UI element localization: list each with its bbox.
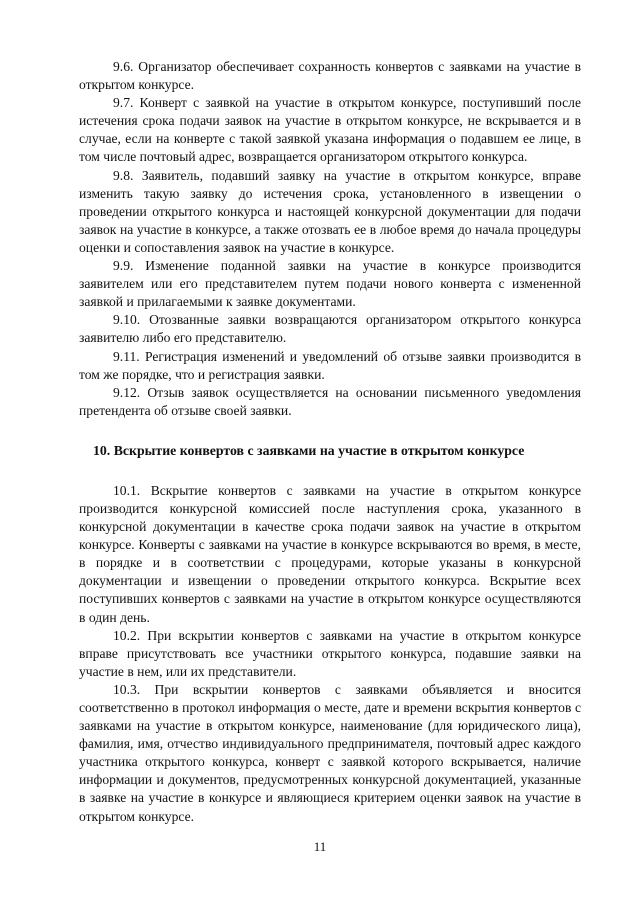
paragraph-9-8: 9.8. Заявитель, подавший заявку на участие в открытом конкурсе, вправе изменить такую заявку до истечения срока, установленного в извещении о проведении открытого конкурса и настоящей конкурсной документации для подачи заявок на участие в конкурсе, а также отозвать ее в любое время до начала процедуры оценки и сопоставления заявок на участие в конкурсе. — [79, 167, 581, 255]
paragraph-9-7: 9.7. Конверт с заявкой на участие в открытом конкурсе, поступивший после истечения срока подачи заявок на участие в открытом конкурсе, не вскрывается и в случае, если на конверте с такой заявкой указана информация о подавшем ее лице, в том числе почтовый адрес, возвращается организатором открытого конкурса. — [79, 95, 581, 165]
paragraph-9-12: 9.12. Отзыв заявок осуществляется на основании письменного уведомления претендента об отзыве своей заявки. — [79, 384, 581, 418]
paragraph-10-1: 10.1. Вскрытие конвертов с заявками на участие в открытом конкурсе производится конкурсной комиссией после наступления срока, указанного в конкурсной документации в качестве срока подачи заявок на участие в открытом конкурсе. Конверты с заявками на участие в конкурсе вскрываются во время, в месте, в порядке и в соответствии с процедурами, которые указаны в конкурсной документации и извещении о проведении открытого конкурса. Вскрытие всех поступивших конвертов с заявками на участие в открытом конкурсе осуществляются в один день. — [79, 482, 581, 625]
section-10-heading: 10. Вскрытие конвертов с заявками на участие в открытом конкурсе — [93, 442, 525, 458]
paragraph-10-2: 10.2. При вскрытии конвертов с заявками на участие в открытом конкурсе вправе присутствовать все участники открытого конкурса, подавшие заявки на участие в нем, или их представители. — [79, 627, 581, 679]
paragraph-9-11: 9.11. Регистрация изменений и уведомлений об отзыве заявки производится в том же порядке, что и регистрация заявки. — [79, 348, 581, 382]
paragraph-9-10: 9.10. Отозванные заявки возвращаются организатором открытого конкурса заявителю либо его представителю. — [79, 312, 581, 346]
paragraph-10-3: 10.3. При вскрытии конвертов с заявками объявляется и вносится соответственно в протокол информация о месте, дате и времени вскрытия конвертов с заявками на участие в открытом конкурсе, наименование (для юридического лица), фамилия, имя, отчество индивидуального предпринимателя, почтовый адрес каждого участника открытого конкурса, конверт с заявкой которого вскрывается, наличие информации и документов, предусмотренных конкурсной документацией, указанные в заявке на участие в конкурсе и являющиеся критерием оценки заявок на участие в открытом конкурсе. — [79, 681, 581, 824]
document-page — [79, 58, 581, 826]
paragraph-9-6: 9.6. Организатор обеспечивает сохранность конвертов с заявками на участие в открытом конкурсе. — [79, 59, 581, 93]
paragraph-9-9: 9.9. Изменение поданной заявки на участие в конкурсе производится заявителем или его представителем путем подачи нового конверта с измененной заявкой и прилагаемыми к заявке документами. — [79, 258, 581, 310]
page-number: 11 — [313, 839, 327, 854]
